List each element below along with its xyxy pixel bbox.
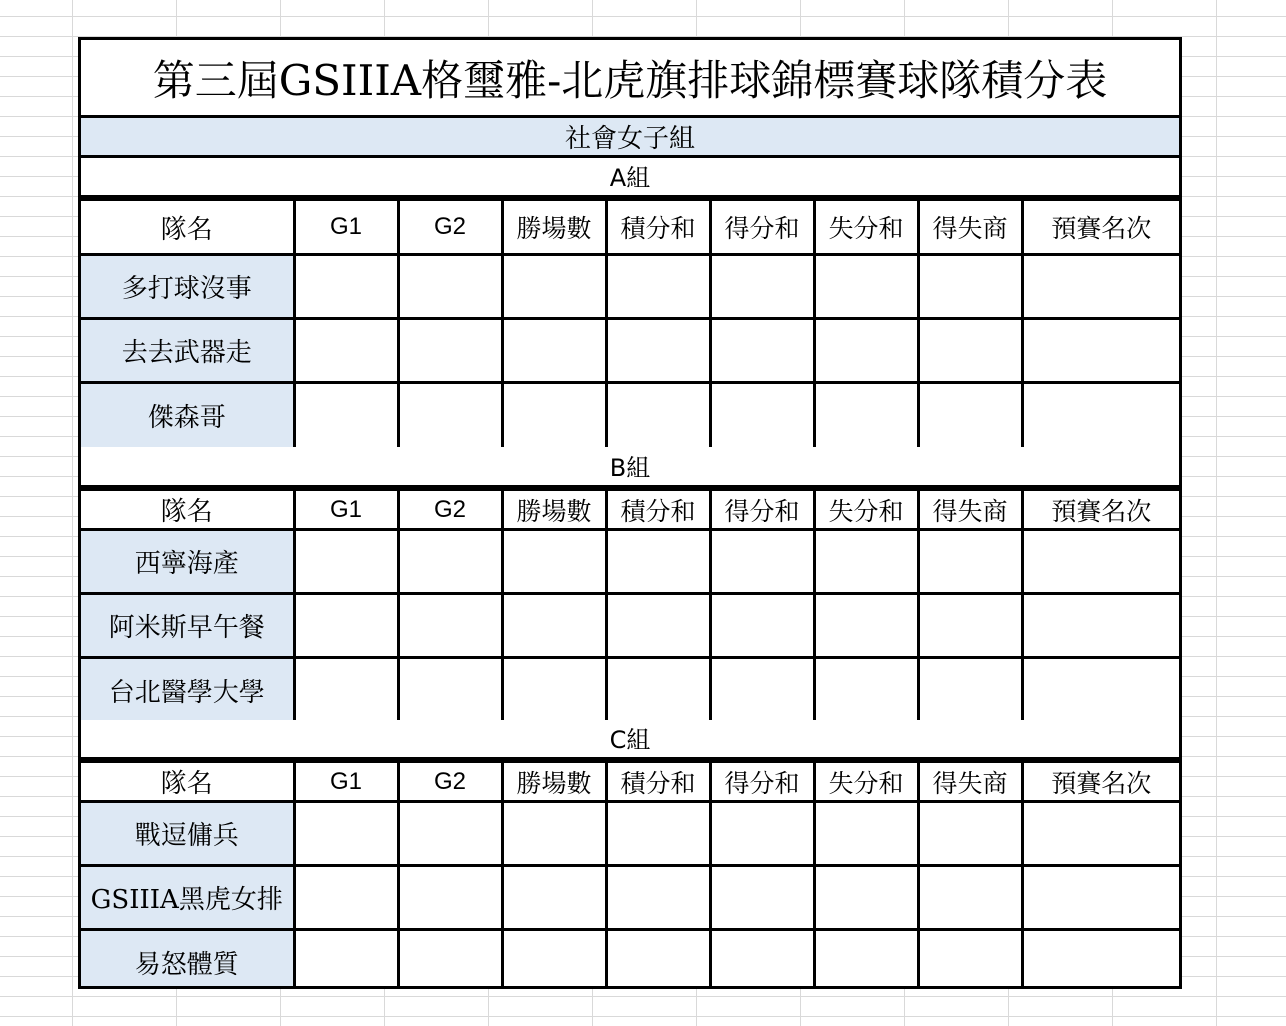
table-row [81,930,1179,990]
score-cell[interactable] [1022,930,1179,990]
table-row [81,802,1179,866]
score-cell[interactable] [918,383,1022,447]
score-cell[interactable] [918,530,1022,594]
column-header[interactable]: 失分和 [814,762,918,802]
score-cell[interactable] [1022,383,1179,447]
score-cell[interactable] [918,866,1022,930]
score-cell[interactable] [1022,802,1179,866]
score-cell[interactable] [710,319,814,383]
team-name-cell[interactable]: GSIIIA黑虎女排 [81,866,294,930]
score-cell[interactable] [294,594,398,658]
column-header[interactable]: 失分和 [814,490,918,530]
team-name-cell[interactable]: 傑森哥 [81,383,294,447]
score-cell[interactable] [502,866,606,930]
column-header[interactable]: 勝場數 [502,200,606,255]
score-cell[interactable] [814,802,918,866]
header-row [81,762,1179,802]
score-cell[interactable] [398,383,502,447]
score-cell[interactable] [1022,255,1179,319]
score-cell[interactable] [918,255,1022,319]
score-cell[interactable] [814,594,918,658]
group-title: B組 [81,448,1179,488]
score-cell[interactable] [606,866,710,930]
header-row [81,200,1179,255]
score-cell[interactable] [606,658,710,722]
score-cell[interactable] [606,594,710,658]
score-cell[interactable] [918,658,1022,722]
team-name-cell[interactable]: 戰逗傭兵 [81,802,294,866]
column-header[interactable]: G2 [398,200,502,255]
column-header[interactable]: 得失商 [918,200,1022,255]
column-header[interactable]: G1 [294,762,398,802]
table-row [81,255,1179,319]
score-cell[interactable] [502,383,606,447]
score-cell[interactable] [606,255,710,319]
score-cell[interactable] [398,530,502,594]
score-cell[interactable] [502,255,606,319]
score-cell[interactable] [918,594,1022,658]
score-cell[interactable] [710,530,814,594]
table-row [81,530,1179,594]
score-cell[interactable] [814,866,918,930]
column-header[interactable]: 預賽名次 [1022,762,1179,802]
score-cell[interactable] [606,930,710,990]
score-cell[interactable] [814,930,918,990]
score-cell[interactable] [918,930,1022,990]
score-cell[interactable] [1022,530,1179,594]
score-cell[interactable] [606,530,710,594]
score-cell[interactable] [710,594,814,658]
column-header[interactable]: G1 [294,200,398,255]
group-title: A組 [81,158,1179,198]
table-row [81,594,1179,658]
score-cell[interactable] [398,658,502,722]
score-cell[interactable] [502,658,606,722]
group-table [81,760,1179,989]
score-cell[interactable] [606,383,710,447]
score-cell[interactable] [398,866,502,930]
team-name-cell[interactable]: 阿米斯早午餐 [81,594,294,658]
score-cell[interactable] [294,255,398,319]
score-cell[interactable] [398,802,502,866]
score-cell[interactable] [710,658,814,722]
score-cell[interactable] [294,530,398,594]
score-cell[interactable] [398,594,502,658]
score-cell[interactable] [1022,594,1179,658]
score-cell[interactable] [606,802,710,866]
score-cell[interactable] [918,319,1022,383]
score-cell[interactable] [294,802,398,866]
column-header[interactable]: 勝場數 [502,762,606,802]
score-cell[interactable] [1022,866,1179,930]
group-table [81,488,1179,722]
score-cell[interactable] [398,930,502,990]
score-cell[interactable] [502,530,606,594]
category-label: 社會女子組 [81,118,1179,158]
score-cell[interactable] [294,930,398,990]
column-header[interactable]: 隊名 [81,762,294,802]
table-row [81,383,1179,447]
table-row [81,319,1179,383]
column-header[interactable]: 積分和 [606,762,710,802]
column-header[interactable]: G2 [398,762,502,802]
column-header[interactable]: 得失商 [918,490,1022,530]
column-header[interactable]: 預賽名次 [1022,490,1179,530]
score-cell[interactable] [398,255,502,319]
score-cell[interactable] [606,319,710,383]
column-header[interactable]: 隊名 [81,490,294,530]
score-cell[interactable] [918,802,1022,866]
table-row [81,866,1179,930]
column-header[interactable]: 積分和 [606,200,710,255]
column-header[interactable]: 失分和 [814,200,918,255]
score-cell[interactable] [710,802,814,866]
score-cell[interactable] [814,255,918,319]
score-cell[interactable] [710,930,814,990]
header-row [81,490,1179,530]
column-header[interactable]: 得分和 [710,490,814,530]
score-cell[interactable] [294,658,398,722]
score-cell[interactable] [710,255,814,319]
team-name-cell[interactable]: 多打球沒事 [81,255,294,319]
score-cell[interactable] [502,930,606,990]
score-cell[interactable] [814,383,918,447]
score-cell[interactable] [814,658,918,722]
column-header[interactable]: 得失商 [918,762,1022,802]
column-header[interactable]: 得分和 [710,200,814,255]
score-cell[interactable] [502,594,606,658]
sheet-title: 第三屆GSIIIA格璽雅-北虎旗排球錦標賽球隊積分表 [81,40,1179,118]
team-name-cell[interactable]: 台北醫學大學 [81,658,294,722]
column-header[interactable]: 隊名 [81,200,294,255]
group-title: C組 [81,720,1179,760]
column-header[interactable]: G2 [398,490,502,530]
score-cell[interactable] [398,319,502,383]
column-header[interactable]: 積分和 [606,490,710,530]
score-cell[interactable] [814,319,918,383]
team-name-cell[interactable]: 易怒體質 [81,930,294,990]
score-cell[interactable] [502,802,606,866]
score-cell[interactable] [294,319,398,383]
score-cell[interactable] [294,866,398,930]
score-cell[interactable] [502,319,606,383]
column-header[interactable]: 得分和 [710,762,814,802]
team-name-cell[interactable]: 西寧海產 [81,530,294,594]
score-cell[interactable] [294,383,398,447]
column-header[interactable]: G1 [294,490,398,530]
standings-sheet [78,37,1182,989]
column-header[interactable]: 預賽名次 [1022,200,1179,255]
column-header[interactable]: 勝場數 [502,490,606,530]
group-table [81,198,1179,447]
score-cell[interactable] [1022,319,1179,383]
score-cell[interactable] [814,530,918,594]
score-cell[interactable] [1022,658,1179,722]
team-name-cell[interactable]: 去去武器走 [81,319,294,383]
table-row [81,658,1179,722]
score-cell[interactable] [710,866,814,930]
score-cell[interactable] [710,383,814,447]
